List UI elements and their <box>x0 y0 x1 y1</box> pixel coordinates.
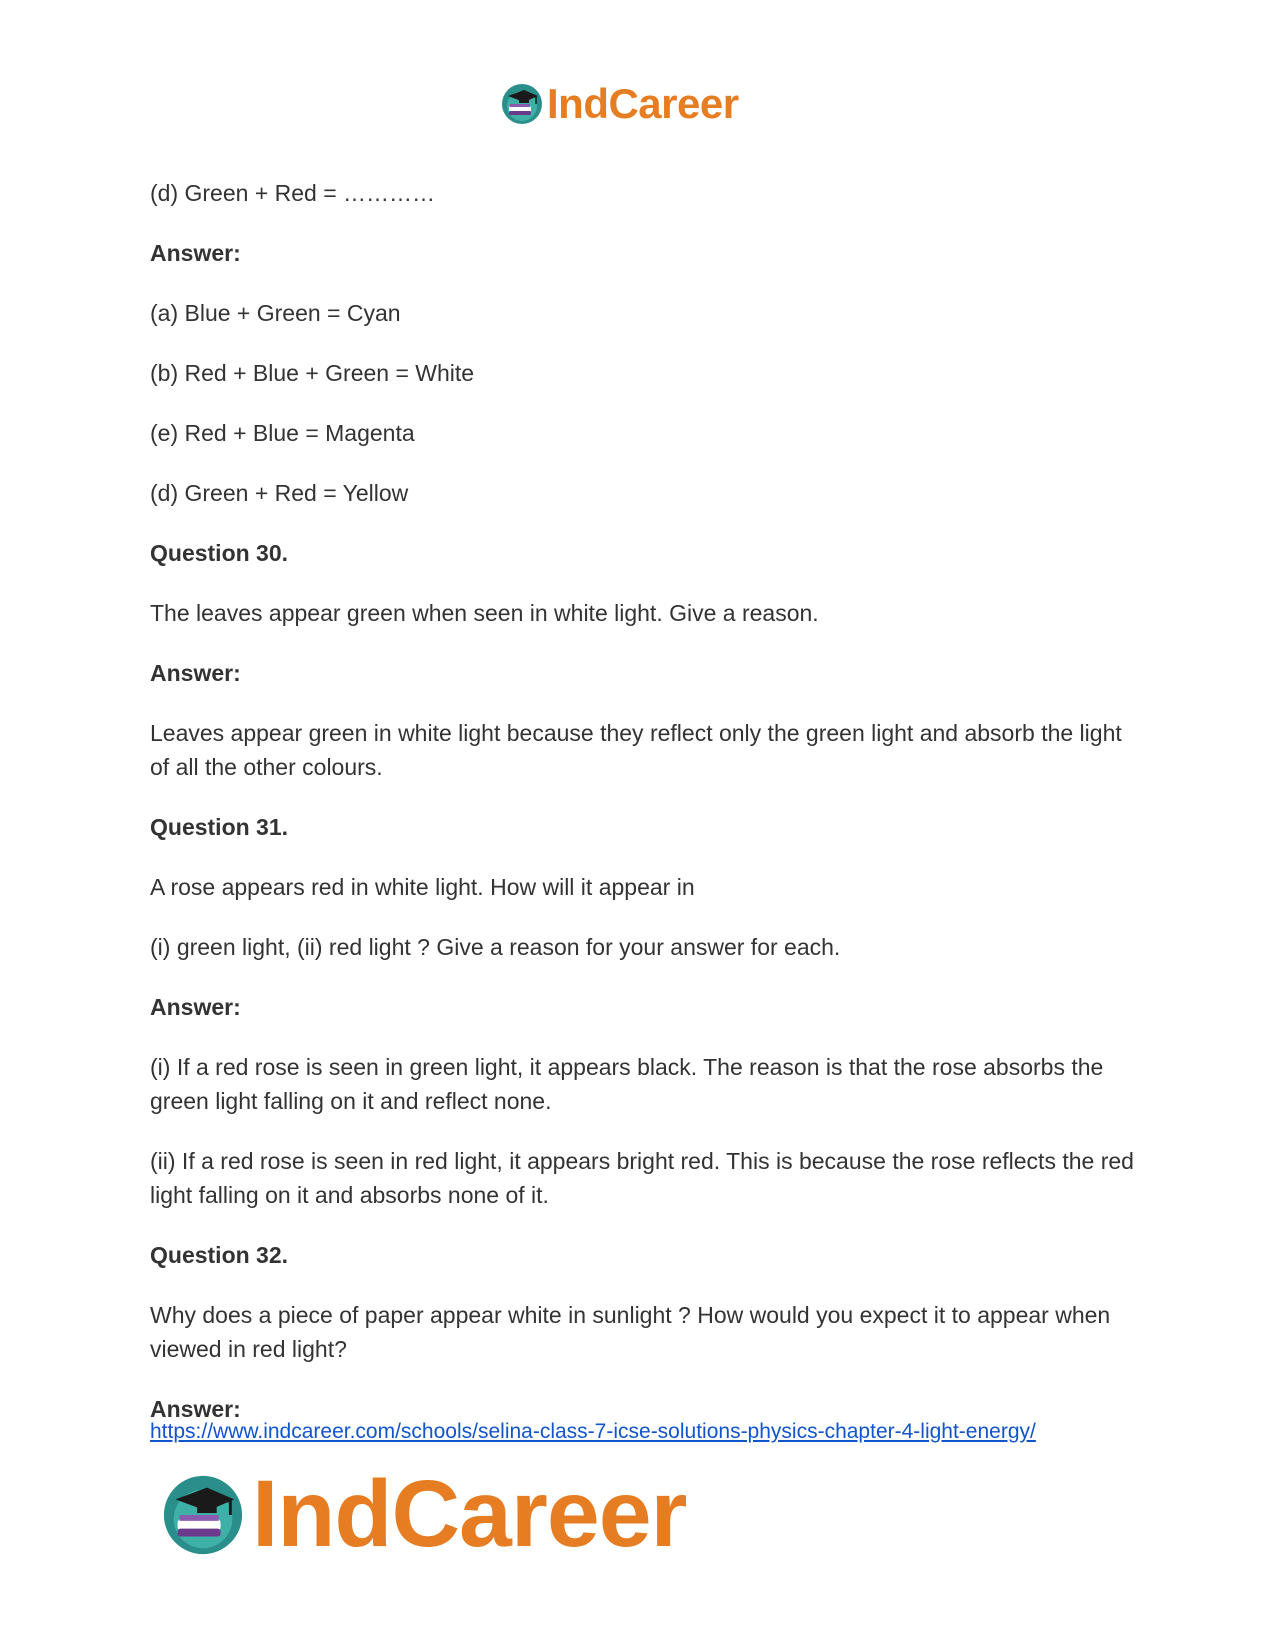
paragraph: (b) Red + Blue + Green = White <box>150 360 475 386</box>
paragraph: (ii) If a red rose is seen in red light, it appears bright red. This is because the rose reflects the red light falling on it and absorbs none of it. <box>150 1148 1134 1208</box>
section-heading: Answer: <box>150 1396 241 1422</box>
paragraph: (a) Blue + Green = Cyan <box>150 300 401 326</box>
footer-logo-text: IndCareer <box>252 1461 687 1567</box>
header-logo <box>500 80 739 128</box>
header-logo-text: IndCareer <box>547 80 739 127</box>
graduation-cap-book-icon <box>160 1472 246 1558</box>
paragraph: (d) Green + Red = Yellow <box>150 480 409 506</box>
paragraph: (e) Red + Blue = Magenta <box>150 420 415 446</box>
paragraph: (d) Green + Red = ………… <box>150 180 436 206</box>
paragraph: (i) green light, (ii) red light ? Give a reason for your answer for each. <box>150 934 841 960</box>
source-link[interactable]: https://www.indcareer.com/schools/selina-class-7-icse-solutions-physics-chapter-4-light-energy/ <box>150 1420 1036 1443</box>
paragraph: The leaves appear green when seen in white light. Give a reason. <box>150 600 819 626</box>
paragraph: (i) If a red rose is seen in green light, it appears black. The reason is that the rose absorbs the green light falling on it and reflect none. <box>150 1054 1104 1114</box>
section-heading: Question 31. <box>150 814 289 840</box>
section-heading: Answer: <box>150 994 241 1020</box>
section-heading: Answer: <box>150 660 241 686</box>
section-heading: Question 30. <box>150 540 289 566</box>
section-heading: Question 32. <box>150 1242 289 1268</box>
paragraph: Leaves appear green in white light because they reflect only the green light and absorb the light of all the other colours. <box>150 720 1122 780</box>
paragraph: Why does a piece of paper appear white in sunlight ? How would you expect it to appear when viewed in red light? <box>150 1302 1111 1362</box>
section-heading: Answer: <box>150 240 241 266</box>
document-content <box>150 176 1140 1426</box>
graduation-cap-book-icon <box>500 82 544 126</box>
paragraph: A rose appears red in white light. How will it appear in <box>150 874 695 900</box>
footer-logo <box>160 1460 687 1569</box>
